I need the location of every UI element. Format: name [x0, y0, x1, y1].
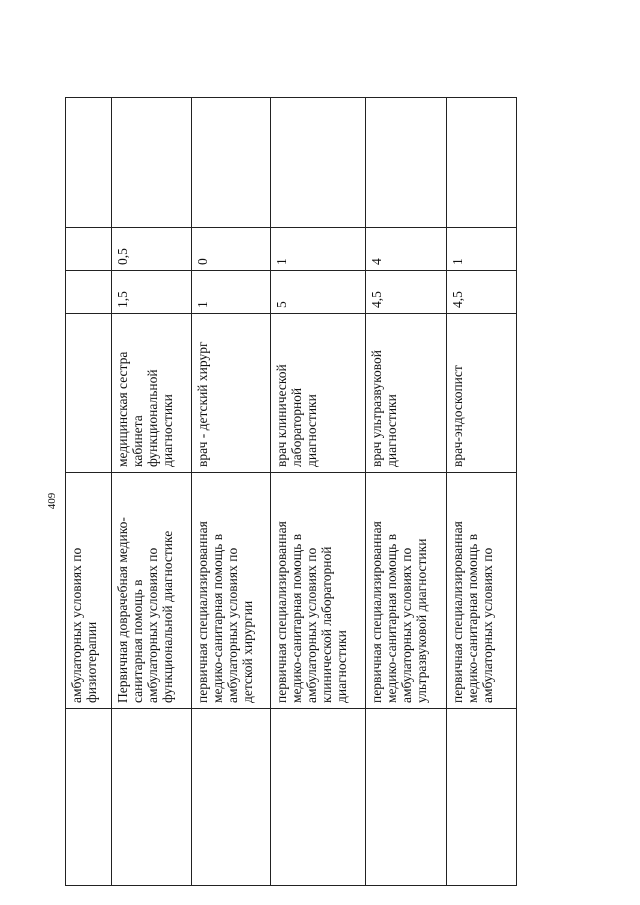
value-cell: 1,5 [112, 270, 192, 313]
value-cell: 4,5 [447, 270, 516, 313]
table-cell [447, 708, 516, 885]
value-cell: 0 [192, 227, 270, 270]
value-cell [66, 227, 111, 270]
value-cell: 4,5 [366, 270, 447, 313]
value-cell: 5 [271, 270, 365, 313]
table-row [192, 98, 271, 885]
position-cell: врач - детский хирург [192, 313, 270, 472]
service-type-cell: первичная специализированная медико-санитарная помощь в амбулаторных условиях по детской хирургии [192, 472, 270, 708]
table-cell [366, 708, 447, 885]
table-row [447, 98, 516, 885]
value-cell: 1 [447, 227, 516, 270]
position-cell: врач-эндоскопист [447, 313, 516, 472]
table-cell [112, 98, 192, 227]
value-cell: 1 [271, 227, 365, 270]
table-cell [66, 708, 111, 885]
service-type-cell: Первичная доврачебная медико- санитарная помощь в амбулаторных условиях по функциональной диагностике [112, 472, 192, 708]
value-cell [66, 270, 111, 313]
table-cell [271, 98, 365, 227]
table-row [271, 98, 366, 885]
position-cell [66, 313, 111, 472]
table-cell [112, 708, 192, 885]
table-row [66, 98, 112, 885]
value-cell: 1 [192, 270, 270, 313]
table-cell [447, 98, 516, 227]
table-cell [66, 98, 111, 227]
value-cell: 0,5 [112, 227, 192, 270]
table-cell [192, 98, 270, 227]
service-type-cell: первичная специализированная медико-санитарная помощь в амбулаторных условиях по [447, 472, 516, 708]
value-cell: 4 [366, 227, 447, 270]
position-cell: врач клинической лабораторной диагностики [271, 313, 365, 472]
service-type-cell: первичная специализированная медико-санитарная помощь в амбулаторных условиях по клинической лабораторной диагностики [271, 472, 365, 708]
position-cell: медицинская сестра кабинета функциональной диагностики [112, 313, 192, 472]
table-cell [366, 98, 447, 227]
table-cell [192, 708, 270, 885]
service-type-cell: первичная специализированная медико-санитарная помощь в амбулаторных условиях по ультразвуковой диагностики [366, 472, 447, 708]
table-row [112, 98, 193, 885]
service-type-cell: амбулаторных условиях по физиотерапии [66, 472, 111, 708]
position-cell: врач ультразвуковой диагностики [366, 313, 447, 472]
table-cell [271, 708, 365, 885]
page-number: 409 [46, 492, 58, 510]
table-row [366, 98, 448, 885]
staffing-table [65, 97, 517, 886]
